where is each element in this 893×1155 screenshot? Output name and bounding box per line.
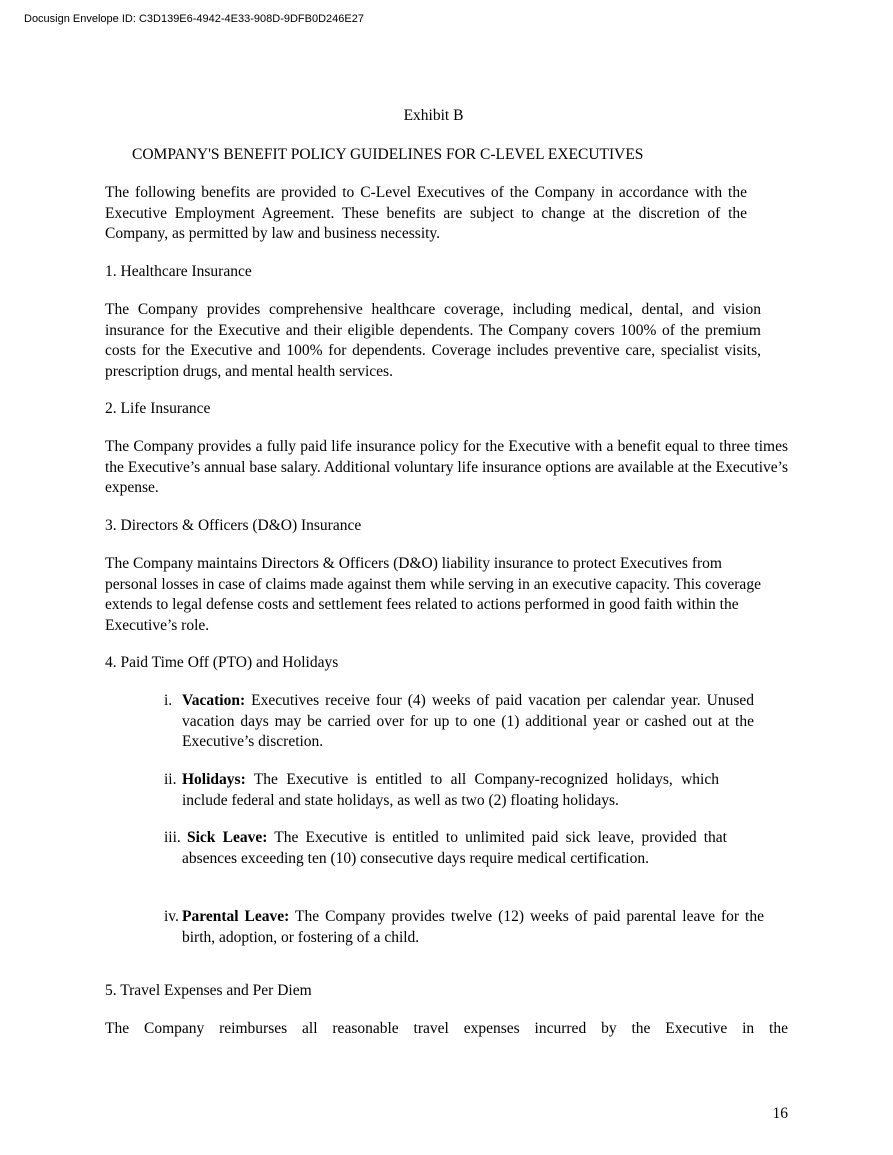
list-item-body <box>182 828 727 869</box>
section-title-life-insurance: 2. Life Insurance <box>105 400 211 417</box>
list-item-number: iv. <box>164 908 179 925</box>
list-item-number: i. <box>164 692 173 709</box>
section-title-travel: 5. Travel Expenses and Per Diem <box>105 982 312 999</box>
section-body-travel: The Company reimburses all reasonable travel expenses incurred by the Executive in the <box>105 1020 788 1037</box>
list-item-body <box>182 907 764 948</box>
list-item <box>164 770 719 811</box>
list-item-label: Vacation: <box>182 692 246 709</box>
section-title-pto: 4. Paid Time Off (PTO) and Holidays <box>105 654 339 671</box>
page-number: 16 <box>772 1105 788 1122</box>
list-item-body <box>182 691 754 753</box>
section-body-dno-insurance: The Company maintains Directors & Officers (D&O) liability insurance to protect Executives from personal losses in case of claims made against them while serving in an executive capacity. This coverage extends to legal defense costs and settlement fees related to actions performed in good faith within the Executive’s role. <box>105 555 761 634</box>
list-item-text: Executives receive four (4) weeks of paid vacation per calendar year. Unused vacation days may be carried over for up to one (1) additional year or cashed out at the Executive’s discretion. <box>182 692 755 750</box>
list-item-label: Parental Leave: <box>182 908 290 925</box>
intro-paragraph: The following benefits are provided to C-Level Executives of the Company in accordance with the Executive Employment Agreement. These benefits are subject to change at the discretion of the Company, as permitted by law and business necessity. <box>105 184 747 242</box>
list-item-label: Sick Leave: <box>187 829 268 846</box>
list-item <box>164 907 764 948</box>
list-item <box>164 828 727 869</box>
list-item-text: The Executive is entitled to all Company-recognized holidays, which include federal and state holidays, as well as two (2) floating holidays. <box>182 771 719 809</box>
section-title-dno-insurance: 3. Directors & Officers (D&O) Insurance <box>105 517 362 534</box>
list-item-label: Holidays: <box>182 771 246 788</box>
list-item-text: The Executive is entitled to unlimited paid sick leave, provided that absences exceeding ten (10) consecutive days require medical certification. <box>182 829 727 867</box>
section-title-healthcare: 1. Healthcare Insurance <box>105 263 252 280</box>
list-item-number: ii. <box>164 771 177 788</box>
list-item-text: The Company provides twelve (12) weeks of paid parental leave for the birth, adoption, or fostering of a child. <box>182 908 764 946</box>
list-item-number: iii. <box>164 829 181 846</box>
policy-heading: COMPANY'S BENEFIT POLICY GUIDELINES FOR C-LEVEL EXECUTIVES <box>132 146 644 163</box>
section-body-healthcare: The Company provides comprehensive healthcare coverage, including medical, dental, and vision insurance for the Executive and their eligible dependents. The Company covers 100% of the premium costs for the Executive and 100% for dependents. Coverage includes preventive care, specialist visits, prescription drugs, and mental health services. <box>105 301 761 380</box>
list-item <box>164 691 754 753</box>
list-item-body <box>182 770 719 811</box>
envelope-id: Docusign Envelope ID: C3D139E6-4942-4E33-908D-9DFB0D246E27 <box>24 13 364 25</box>
section-body-life-insurance: The Company provides a fully paid life insurance policy for the Executive with a benefit equal to three times the Executive’s annual base salary. Additional voluntary life insurance options are available at the Executive’s expense. <box>105 438 788 496</box>
exhibit-title: Exhibit B <box>403 107 464 124</box>
